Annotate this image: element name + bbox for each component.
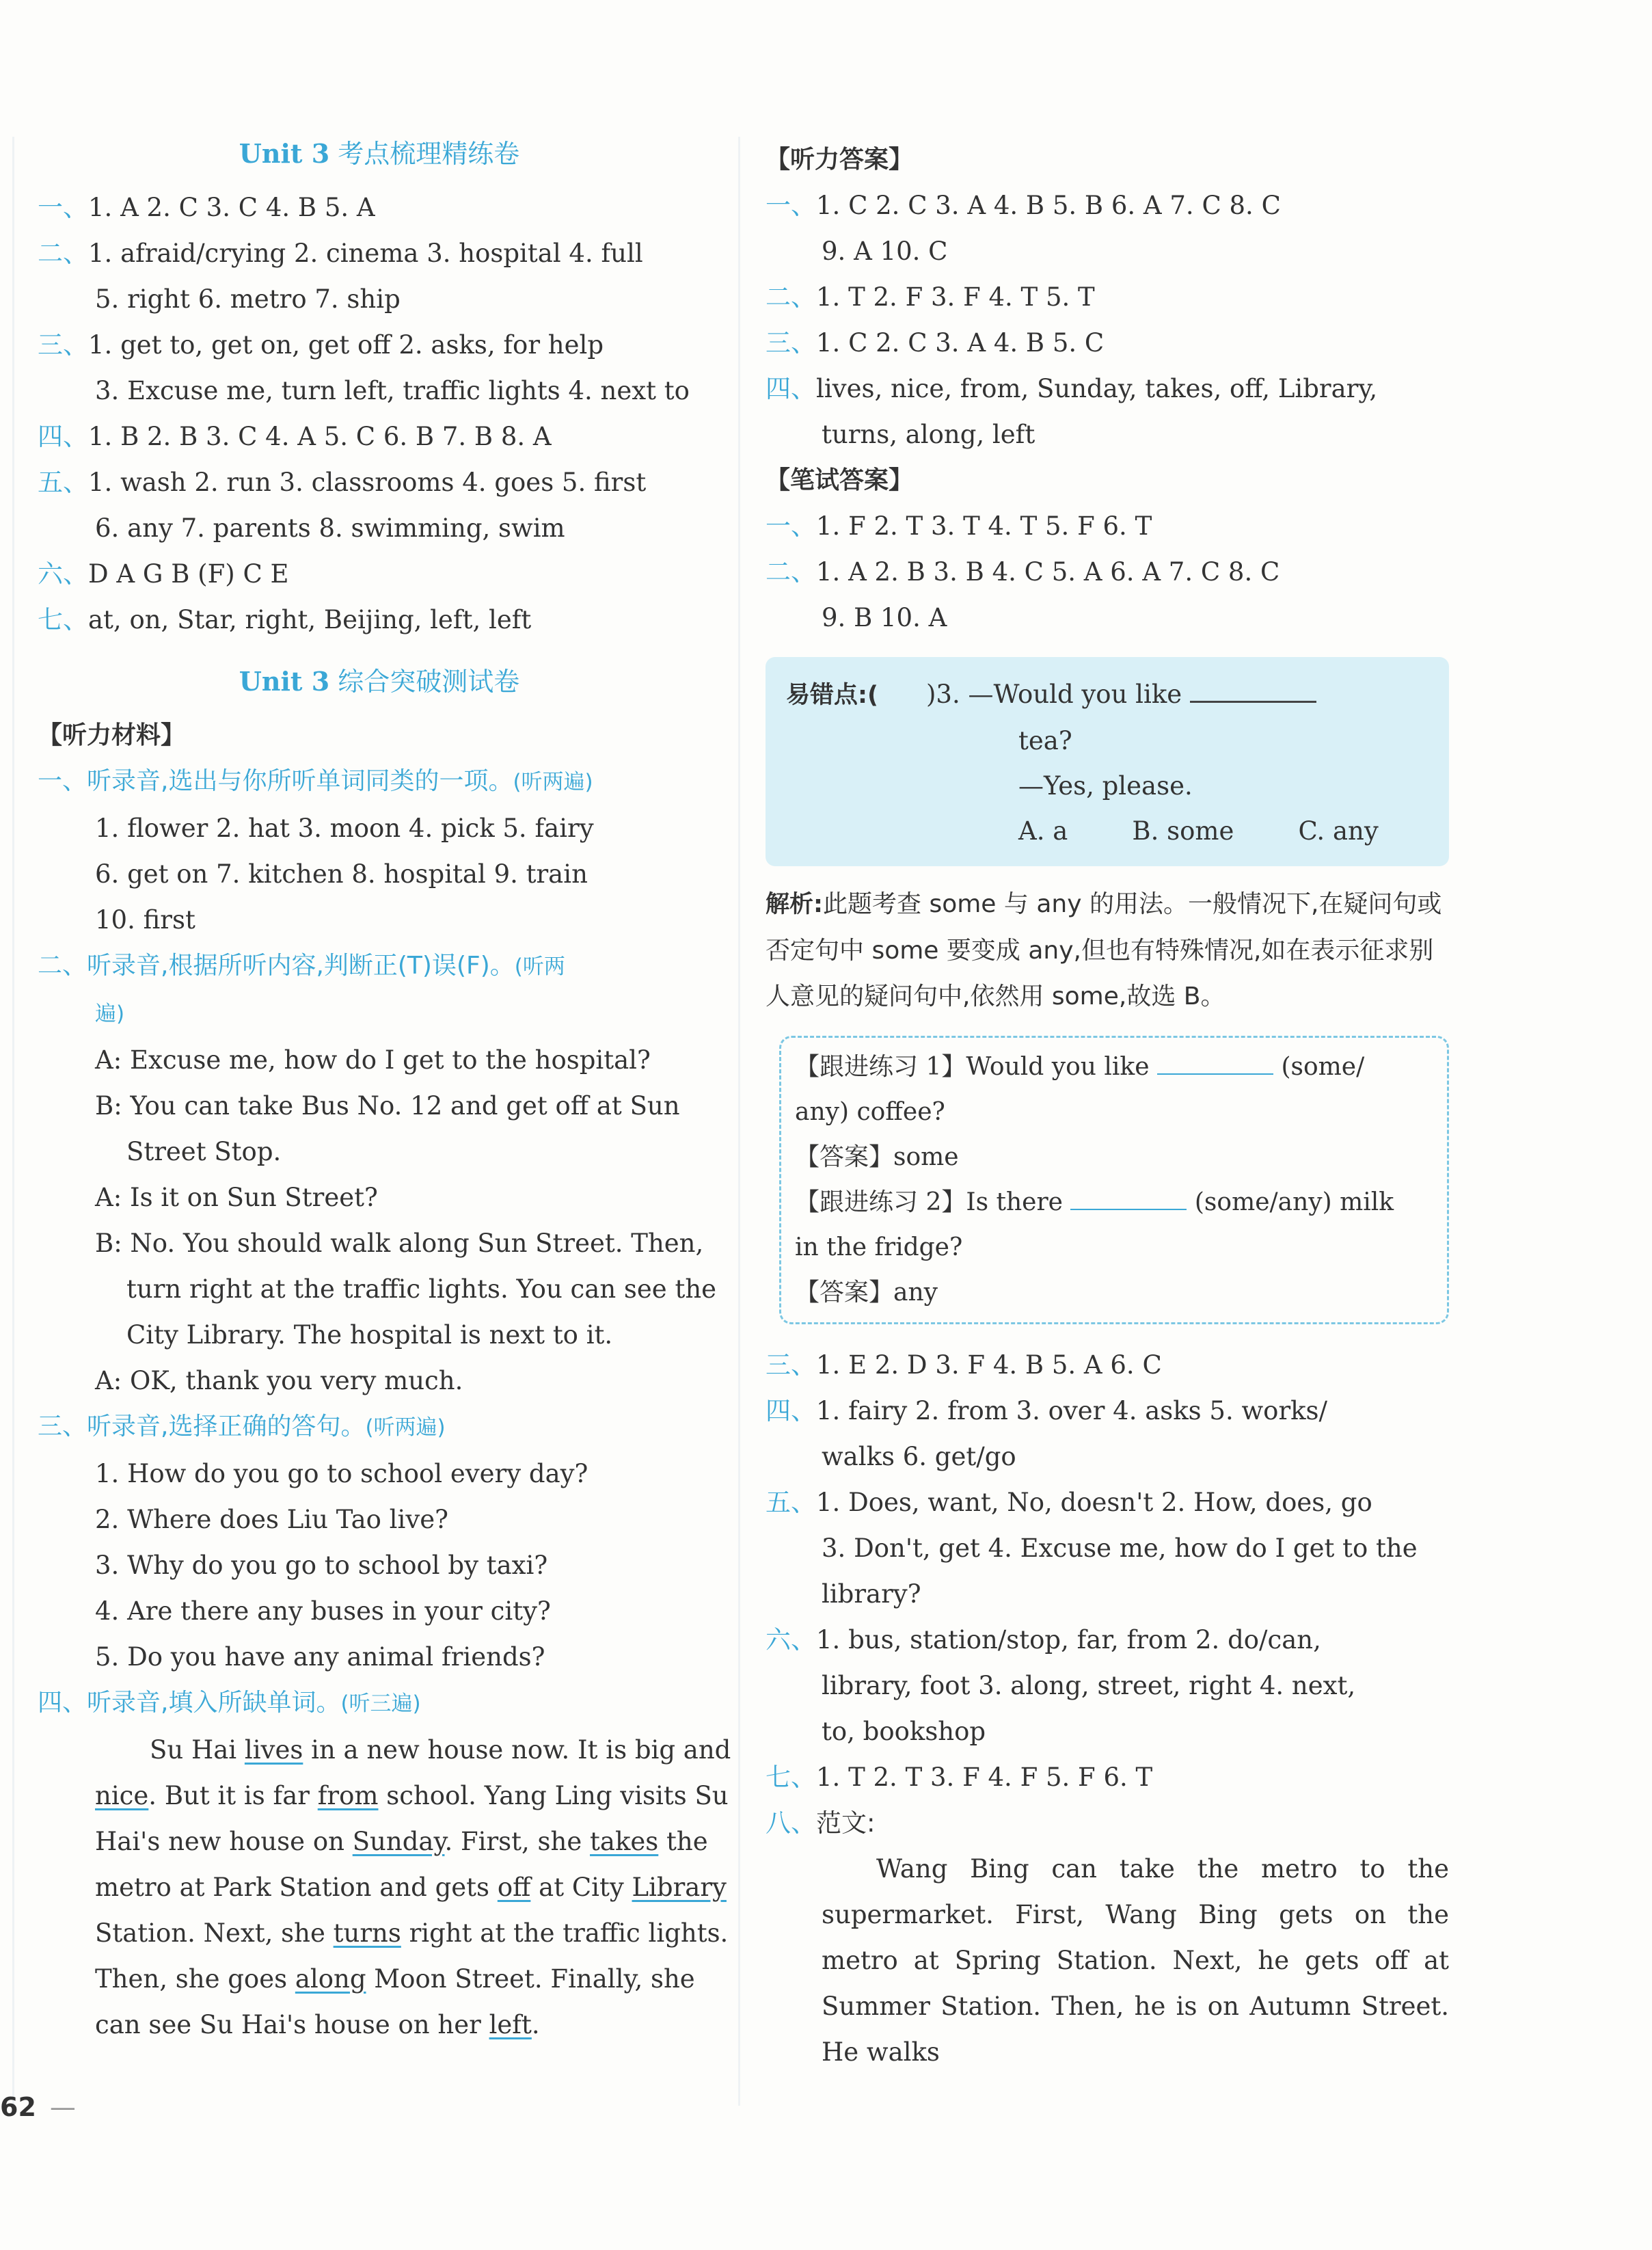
answer-row-4 — [38, 414, 721, 459]
instruction-note: (听三遍) — [340, 1691, 421, 1716]
q4-passage — [38, 1727, 731, 2048]
answer-text: 3. Don't, get 4. Excuse me, how do I get to the — [822, 1534, 1418, 1563]
section-mark: 一、 — [38, 193, 88, 222]
answer-text: 1. A 2. B 3. B 4. C 5. A 6. A 7. C 8. C — [816, 557, 1280, 587]
answer-row-2 — [38, 230, 721, 276]
passage-text: Su Hai — [150, 1735, 237, 1765]
answer-text: 1. A 2. C 3. C 4. B 5. A — [88, 193, 375, 222]
filled-word: Sunday — [352, 1827, 445, 1856]
passage-line — [95, 1819, 721, 1864]
q4-instruction — [38, 1680, 721, 1727]
answer-text: 1. C 2. C 3. A 4. B 5. C — [816, 328, 1105, 358]
passage-text: can see Su Hai's house on her — [95, 2010, 481, 2039]
passage-text: . First, she — [444, 1827, 582, 1856]
answer-text: 1. Does, want, No, doesn't 2. How, does, go — [816, 1488, 1372, 1517]
instruction-note: 遍) — [95, 1002, 125, 1026]
practice-text: (some/any) milk — [1194, 1188, 1394, 1216]
unit3-review-title — [38, 123, 721, 185]
passage-text: school. Yang Ling visits Su — [386, 1781, 729, 1810]
section-mark: 三、 — [766, 328, 816, 358]
listening-answers-header: 【听力答案】 — [766, 146, 914, 174]
filled-word: left — [489, 2010, 532, 2039]
practice-text: in the fridge? — [795, 1233, 963, 1261]
answer-text: 1. B 2. B 3. C 4. A 5. C 6. B 7. B 8. A — [88, 422, 552, 451]
filled-word: off — [497, 1873, 531, 1902]
instruction-note: (听两 — [514, 954, 565, 979]
practice-answer: 【答案】any — [795, 1278, 938, 1307]
answer-text: 9. B 10. A — [822, 603, 947, 632]
answer-text: 1. get to, get on, get off 2. asks, for help — [88, 330, 604, 360]
practice-text: 【跟进练习 1】Would you like — [795, 1053, 1150, 1081]
q1-instruction — [38, 758, 721, 805]
instruction-text: 一、听录音,选出与你所听单词同类的一项。 — [38, 767, 513, 795]
answer-text: 1. bus, station/stop, far, from 2. do/can, — [816, 1625, 1321, 1655]
q3-item: 3. Why do you go to school by taxi? — [95, 1551, 548, 1580]
answer-text: 9. A 10. C — [822, 237, 948, 266]
unit3-test-title — [38, 651, 721, 712]
callout-text: —Yes, please. — [1018, 771, 1193, 801]
passage-text: Hai's new house on — [95, 1827, 344, 1856]
q1-row-1 — [38, 805, 721, 851]
left-column — [38, 123, 731, 2048]
section-mark: 二、 — [766, 282, 816, 312]
q2-instruction-cont — [38, 990, 721, 1037]
answer-row-3b — [38, 368, 721, 414]
answer-row-6 — [38, 551, 721, 597]
instruction-text: 二、听录音,根据所听内容,判断正(T)误(F)。 — [38, 952, 515, 980]
section-mark: 八、 — [766, 1808, 816, 1838]
q3-item: 2. Where does Liu Tao live? — [95, 1505, 448, 1534]
written-answers-header: 【笔试答案】 — [766, 466, 914, 494]
blank-line — [1157, 1049, 1273, 1075]
q3-item: 4. Are there any buses in your city? — [95, 1596, 551, 1626]
dialog-line: turn right at the traffic lights. You can see the — [126, 1274, 717, 1304]
answer-text: 5. right 6. metro 7. ship — [95, 284, 401, 314]
answer-row-5 — [38, 459, 721, 505]
answer-row — [766, 412, 1449, 457]
q3-item: 1. How do you go to school every day? — [95, 1459, 588, 1488]
answer-row — [766, 1434, 1449, 1479]
practice-box — [779, 1036, 1449, 1324]
item-text: 6. get on 7. kitchen 8. hospital 9. train — [95, 859, 588, 889]
answer-row — [766, 366, 1449, 412]
section-mark: 四、 — [766, 374, 816, 403]
dialog-line: A: OK, thank you very much. — [95, 1366, 463, 1395]
filled-word: lives — [244, 1735, 303, 1765]
answer-text: 1. fairy 2. from 3. over 4. asks 5. works/ — [816, 1396, 1328, 1425]
practice-line — [795, 1180, 1433, 1225]
answer-row — [766, 1571, 1449, 1617]
error-point-callout — [766, 657, 1449, 866]
answer-row — [766, 1388, 1449, 1434]
callout-text: tea? — [1018, 726, 1072, 755]
model-essay: Wang Bing can take the metro to the supermarket. First, Wang Bing gets on the metro at Spring Station. Next, he gets off at Summer Station. Then, he is on Autumn Street. He walks — [822, 1854, 1449, 2067]
title-text: 考点梳理精练卷 — [338, 139, 520, 169]
section-mark: 五、 — [766, 1488, 816, 1517]
page-number-text: 62 — [0, 2092, 36, 2122]
answer-row — [766, 549, 1449, 595]
answer-text: to, bookshop — [822, 1717, 986, 1746]
passage-text: Moon Street. Finally, she — [374, 1964, 695, 1994]
answer-text: lives, nice, from, Sunday, takes, off, Library, — [816, 374, 1378, 403]
practice-text: (some/ — [1281, 1053, 1365, 1081]
answer-text: D A G B (F) C E — [88, 559, 289, 589]
answer-text: 1. wash 2. run 3. classrooms 4. goes 5. first — [88, 468, 647, 497]
passage-text: the — [666, 1827, 708, 1856]
item-text: 10. first — [95, 905, 195, 935]
answer-row — [766, 1617, 1449, 1663]
answer-row — [766, 1479, 1449, 1525]
dialog-line: City Library. The hospital is next to it. — [126, 1320, 613, 1350]
answer-row — [766, 320, 1449, 366]
section-mark: 一、 — [766, 191, 816, 220]
column-divider — [738, 137, 740, 2106]
section-mark: 三、 — [766, 1350, 816, 1380]
answer-text: 1. T 2. F 3. F 4. T 5. T — [816, 282, 1095, 312]
passage-text: Station. Next, she — [95, 1918, 325, 1948]
callout-question — [786, 672, 1428, 719]
answer-row — [766, 1709, 1449, 1754]
passage-text: Then, she goes — [95, 1964, 288, 1994]
answer-text: at, on, Star, right, Beijing, left, left — [88, 605, 532, 634]
passage-text: metro at Park Station and gets — [95, 1873, 490, 1902]
dialog-line: Street Stop. — [126, 1137, 282, 1166]
answer-row — [766, 1525, 1449, 1571]
listening-material-header: 【听力材料】 — [38, 721, 186, 749]
passage-text: in a new house now. It is big and — [311, 1735, 731, 1765]
analysis-label: 解析: — [766, 891, 823, 918]
model-essay-label: 范文: — [816, 1808, 876, 1838]
right-column — [766, 137, 1449, 2075]
instruction-text: 三、听录音,选择正确的答句。 — [38, 1412, 366, 1441]
passage-text: at City — [539, 1873, 624, 1902]
practice-answer: 【答案】some — [795, 1143, 959, 1171]
callout-label: 易错点:( — [786, 682, 878, 709]
answer-text: turns, along, left — [822, 420, 1035, 449]
passage-line — [95, 1773, 729, 1819]
title-unit: Unit 3 — [239, 666, 330, 697]
left-margin-rule — [12, 137, 14, 2106]
title-text: 综合突破测试卷 — [338, 667, 520, 697]
page-number — [0, 2092, 76, 2122]
answer-text: library, foot 3. along, street, right 4. next, — [822, 1671, 1356, 1700]
callout-text: )3. —Would you like — [926, 680, 1182, 709]
answer-text: 6. any 7. parents 8. swimming, swim — [95, 513, 565, 543]
answer-row — [766, 228, 1449, 274]
filled-word: nice — [95, 1781, 149, 1810]
section-mark: 三、 — [38, 330, 88, 360]
passage-line — [95, 1727, 731, 1773]
instruction-text: 四、听录音,填入所缺单词。 — [38, 1689, 341, 1717]
section-mark: 五、 — [38, 468, 88, 497]
answer-row — [766, 274, 1449, 320]
q1-row-2 — [38, 851, 721, 897]
dialog-line: A: Excuse me, how do I get to the hospital? — [95, 1045, 651, 1075]
section-mark: 四、 — [766, 1396, 816, 1425]
filled-word: Library — [632, 1873, 727, 1902]
answer-text: 1. E 2. D 3. F 4. B 5. A 6. C — [816, 1350, 1162, 1380]
passage-line — [95, 1910, 729, 1956]
title-unit: Unit 3 — [239, 138, 330, 169]
answer-text: 1. F 2. T 3. T 4. T 5. F 6. T — [816, 511, 1152, 541]
section-mark: 六、 — [38, 559, 88, 589]
section-mark: 二、 — [38, 239, 88, 268]
section-mark: 七、 — [38, 605, 88, 634]
answer-text: library? — [822, 1579, 921, 1609]
practice-text: any) coffee? — [795, 1098, 945, 1126]
answer-text: 1. afraid/crying 2. cinema 3. hospital 4. full — [88, 239, 643, 268]
section-mark: 一、 — [766, 511, 816, 541]
practice-text: 【跟进练习 2】Is there — [795, 1188, 1063, 1216]
q2-instruction — [38, 943, 721, 990]
passage-text: . — [531, 2010, 540, 2039]
q3-item: 5. Do you have any animal friends? — [95, 1642, 545, 1672]
answer-row-5b — [38, 505, 721, 551]
answer-row — [766, 1800, 1449, 1846]
passage-line — [95, 1956, 721, 2002]
answer-text: walks 6. get/go — [822, 1442, 1016, 1471]
filled-word: along — [295, 1964, 366, 1994]
page-number-dash: — — [49, 2092, 76, 2122]
instruction-note: (听两遍) — [365, 1415, 446, 1440]
answer-text: 1. T 2. T 3. F 4. F 5. F 6. T — [816, 1763, 1153, 1792]
analysis-text: 此题考查 some 与 any 的用法。一般情况下,在疑问句或否定句中 some 要变成 any,但也有特殊情况,如在表示征求别人意见的疑问句中,依然用 some,故选 B。 — [766, 890, 1442, 1010]
callout-options: A. a B. some C. any — [1018, 816, 1379, 846]
answer-row — [766, 1663, 1449, 1709]
practice-line — [795, 1045, 1433, 1090]
answer-row — [766, 503, 1449, 549]
dialog-line: B: No. You should walk along Sun Street. Then, — [95, 1229, 704, 1258]
answer-row — [766, 595, 1449, 641]
section-mark: 四、 — [38, 422, 88, 451]
answer-row-3 — [38, 322, 721, 368]
answer-text: 3. Excuse me, turn left, traffic lights 4. next to — [95, 376, 690, 405]
answer-row-1 — [38, 185, 721, 230]
answer-row — [766, 1754, 1449, 1800]
q3-instruction — [38, 1404, 721, 1451]
blank-line — [1070, 1184, 1187, 1210]
answer-row — [766, 1342, 1449, 1388]
analysis — [766, 881, 1449, 1019]
section-mark: 七、 — [766, 1763, 816, 1792]
section-mark: 六、 — [766, 1625, 816, 1655]
answer-row-7 — [38, 597, 721, 643]
answer-row — [766, 183, 1449, 228]
item-text: 1. flower 2. hat 3. moon 4. pick 5. fairy — [95, 814, 594, 843]
passage-line — [95, 1864, 727, 1910]
passage-text: . But it is far — [148, 1781, 310, 1810]
instruction-note: (听两遍) — [513, 770, 593, 794]
filled-word: from — [317, 1781, 379, 1810]
filled-word: turns — [333, 1918, 401, 1948]
blank-line — [1190, 676, 1316, 703]
passage-line — [95, 2002, 721, 2048]
dialog-line: A: Is it on Sun Street? — [95, 1183, 378, 1212]
q1-row-3 — [38, 897, 721, 943]
filled-word: takes — [590, 1827, 659, 1856]
section-mark: 二、 — [766, 557, 816, 587]
passage-text: right at the traffic lights. — [409, 1918, 729, 1948]
dialog-line: B: You can take Bus No. 12 and get off at Sun — [95, 1091, 680, 1121]
answer-text: 1. C 2. C 3. A 4. B 5. B 6. A 7. C 8. C — [816, 191, 1281, 220]
answer-row-2b — [38, 276, 721, 322]
